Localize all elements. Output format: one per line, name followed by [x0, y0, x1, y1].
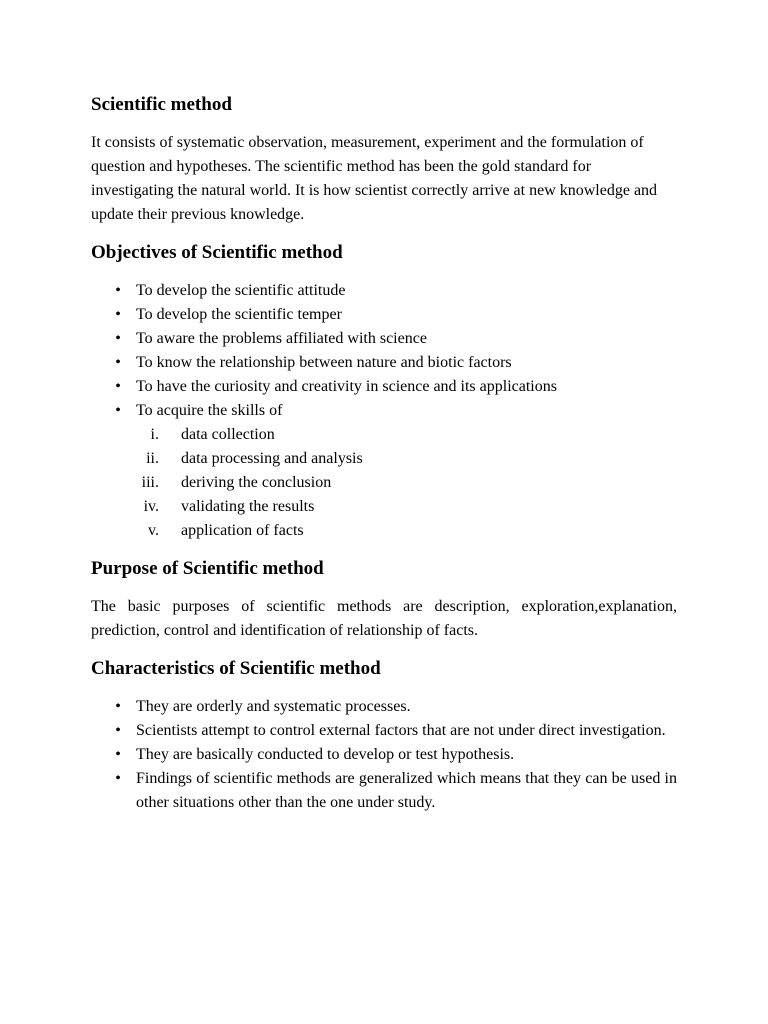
list-item-text: To have the curiosity and creativity in science and its applications	[136, 378, 557, 395]
bullet-icon: •	[115, 722, 121, 739]
list-item-text: To acquire the skills of	[136, 402, 283, 419]
skills-list	[91, 423, 677, 543]
list-item	[91, 495, 677, 519]
list-item-text: They are orderly and systematic processes.	[136, 698, 411, 715]
heading-characteristics: Characteristics of Scientific method	[91, 658, 381, 679]
list-item-text: Findings of scientific methods are generalized which means that they can be used in other situations other than the one under study.	[136, 770, 677, 811]
list-item-text: To develop the scientific attitude	[136, 282, 346, 299]
list-item-text: deriving the conclusion	[181, 474, 332, 491]
list-item	[91, 279, 677, 303]
list-item-text: application of facts	[181, 522, 304, 539]
paragraph-purpose: The basic purposes of scientific methods are description, exploration,explanation, prediction, control and identification of relationship of facts.	[91, 598, 677, 639]
list-item	[91, 423, 677, 447]
list-item	[91, 719, 677, 743]
list-item-text: To aware the problems affiliated with science	[136, 330, 427, 347]
document-body	[91, 92, 677, 815]
list-item-text: Scientists attempt to control external factors that are not under direct investigation.	[136, 722, 666, 739]
objectives-list	[91, 279, 677, 423]
list-item	[91, 327, 677, 351]
list-number: i.	[150, 426, 159, 443]
list-item	[91, 351, 677, 375]
list-number: iv.	[143, 498, 159, 515]
list-item-text: data collection	[181, 426, 275, 443]
bullet-icon: •	[115, 770, 121, 787]
bullet-icon: •	[115, 330, 121, 347]
list-item	[91, 375, 677, 399]
characteristics-list	[91, 695, 677, 815]
list-item	[91, 303, 677, 327]
bullet-icon: •	[115, 282, 121, 299]
list-number: ii.	[146, 450, 159, 467]
list-item	[91, 399, 677, 423]
bullet-icon: •	[115, 746, 121, 763]
bullet-icon: •	[115, 378, 121, 395]
list-item	[91, 447, 677, 471]
list-item	[91, 743, 677, 767]
heading-purpose: Purpose of Scientific method	[91, 558, 324, 579]
list-number: iii.	[141, 474, 159, 491]
bullet-icon: •	[115, 698, 121, 715]
list-item	[91, 767, 677, 815]
bullet-icon: •	[115, 354, 121, 371]
list-item-text: They are basically conducted to develop or test hypothesis.	[136, 746, 515, 763]
list-number: v.	[148, 522, 159, 539]
heading-scientific-method: Scientific method	[91, 94, 232, 115]
bullet-icon: •	[115, 306, 121, 323]
list-item-text: To develop the scientific temper	[136, 306, 342, 323]
bullet-icon: •	[115, 402, 121, 419]
list-item-text: To know the relationship between nature and biotic factors	[136, 354, 512, 371]
list-item-text: validating the results	[181, 498, 315, 515]
list-item	[91, 519, 677, 543]
list-item	[91, 695, 677, 719]
heading-objectives: Objectives of Scientific method	[91, 242, 343, 263]
list-item	[91, 471, 677, 495]
list-item-text: data processing and analysis	[181, 450, 363, 467]
paragraph-definition: It consists of systematic observation, measurement, experiment and the formulation of question and hypotheses. The scientific method has been the gold standard for investigating the natural world. It is how scientist correctly arrive at new knowledge and update their previous knowledge.	[91, 134, 658, 223]
